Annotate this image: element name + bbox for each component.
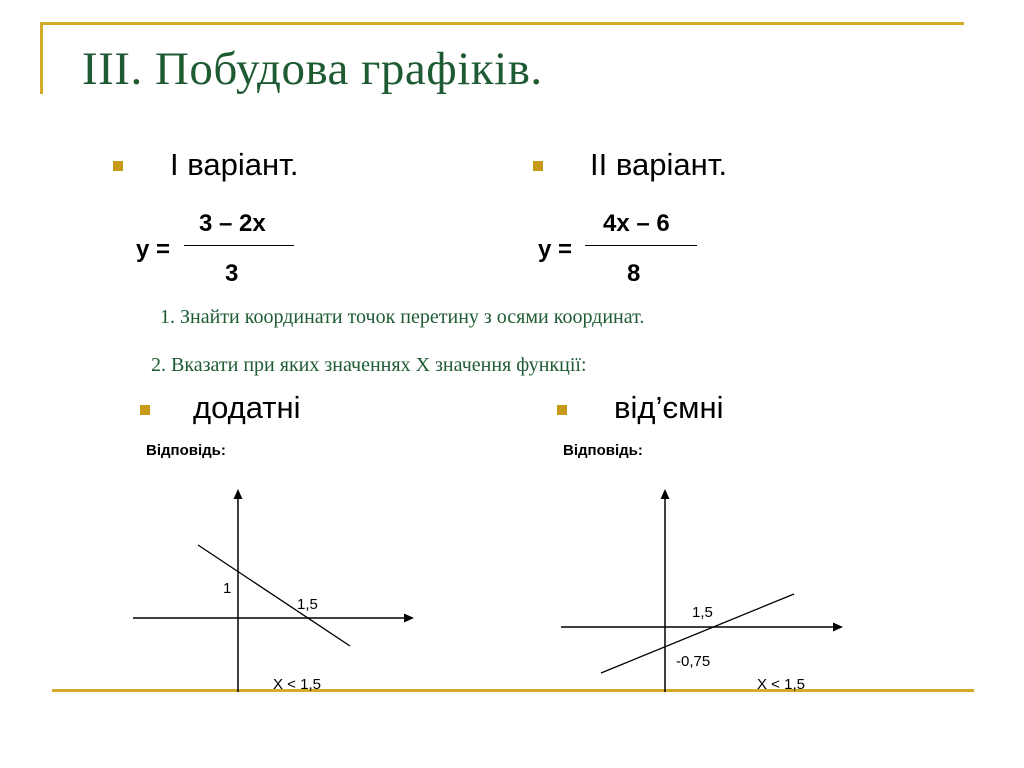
graph-1-y-intercept-label: 1: [223, 580, 232, 597]
equation-2-lhs: y =: [538, 236, 573, 263]
condition-negative-label: від’ємні: [614, 390, 724, 425]
graph-2-y-axis: [661, 489, 670, 692]
condition-positive-label: додатні: [193, 390, 301, 425]
equation-2-numerator: 4x – 6: [603, 210, 670, 237]
equation-1-numerator: 3 – 2x: [199, 210, 266, 237]
equation-2-denominator: 8: [627, 260, 641, 287]
equation-1-lhs: y =: [136, 236, 171, 263]
graph-2-answer: X < 1,5: [757, 676, 805, 693]
variant-2-heading: II варіант.: [590, 147, 728, 182]
slide-title: III. Побудова графіків.: [82, 43, 543, 95]
task-2-text: 2. Вказати при яких значеннях X значення функції:: [151, 354, 587, 376]
equation-1-denominator: 3: [225, 260, 239, 287]
graph-1-answer: X < 1,5: [273, 676, 321, 693]
task-1-text: 1. Знайти координати точок перетину з осями координат.: [160, 306, 645, 328]
answer-label-1: Відповідь:: [146, 442, 226, 459]
answer-label-2: Відповідь:: [563, 442, 643, 459]
graph-1-x-intercept-label: 1,5: [297, 596, 318, 613]
graph-2-x-intercept-label: 1,5: [692, 604, 713, 621]
graph-2-x-axis: [561, 623, 843, 632]
variant-1-heading: I варіант.: [170, 147, 299, 182]
graph-2-y-intercept-label: -0,75: [676, 653, 711, 670]
